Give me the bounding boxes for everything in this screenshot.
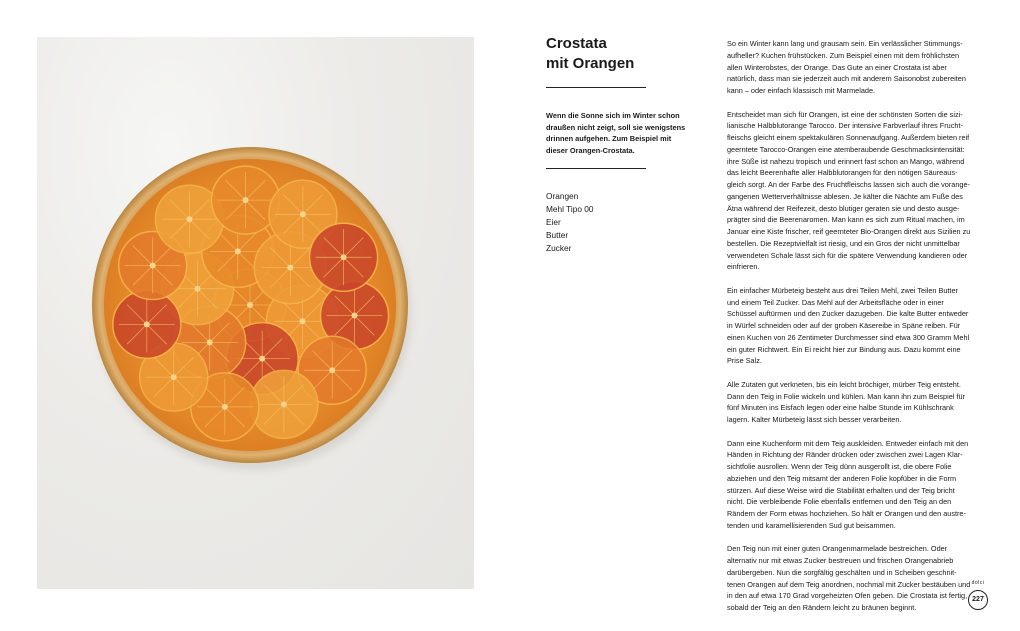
slice-center — [352, 313, 358, 319]
slice-center — [243, 197, 249, 203]
slice-center — [222, 404, 228, 410]
body-line: prägter sind die Beerenaromen. Man kann es sich zum Ritual machen, im — [727, 215, 965, 225]
recipe-lead — [546, 110, 684, 156]
lead-line: draußen nicht zeigt, soll sie wenigstens — [546, 122, 686, 132]
slice-center — [341, 254, 347, 260]
slice-center — [300, 211, 306, 217]
body-line: Ein einfacher Mürbeteig besteht aus drei Teilen Mehl, zwei Teilen Butter — [727, 285, 958, 295]
body-paragraph — [727, 438, 989, 532]
lead-line: dieser Orangen-Crostata. — [546, 145, 635, 155]
body-line: ein guter Richtwert. Ein Ei reicht hier zur Bindung aus. Dazu kommt eine — [727, 344, 961, 354]
body-line: Alle Zutaten gut verkneten, bis ein leicht bröchiger, mürber Teig entsteht. — [727, 379, 961, 389]
section-label: dolci — [971, 580, 985, 586]
slice-center — [207, 339, 213, 345]
slice-center — [329, 367, 335, 373]
body-line: lianische Halbblutorange Tarocco. Der intensive Farbverlauf ihres Frucht- — [727, 121, 963, 131]
body-line: in Würfel schneiden oder auf der groben Käsereibe in Späne reiben. Für — [727, 321, 961, 330]
body-line: Januar eine Kiste frischer, reif geernteter Bio-Orangen direkt aus Sizilien zu — [727, 227, 971, 236]
slice-center — [281, 401, 287, 407]
body-text — [727, 38, 989, 626]
body-line: Prise Salz. — [727, 356, 762, 366]
body-paragraph — [727, 379, 989, 426]
body-line: gleich sorgt. An der Farbe des Fruchtfleischs lassen sich auch die vorange- — [727, 180, 970, 189]
slice-center — [171, 374, 177, 380]
body-paragraph — [727, 38, 989, 97]
slice-center — [247, 302, 253, 308]
slice-center — [144, 321, 150, 327]
body-line: stürzen. Auf diese Weise wird die Stabilität erhalten und der Teig bricht — [727, 485, 955, 495]
body-paragraph — [727, 109, 989, 274]
body-line: in den auf etwa 170 Grad vorgeheizten Ofen geben. Die Crostata ist fertig, — [727, 591, 968, 601]
body-line: gangenen Wetterverhältnisse ablesen. Je kälter die Nächte am Fuße des — [727, 191, 963, 201]
page-number: 227 — [968, 590, 988, 610]
body-line: Rändern der Form etwas hochziehen. So hält er Orangen und den austre- — [727, 509, 966, 518]
ingredient-item: Eier — [546, 216, 561, 227]
slice-center — [259, 356, 265, 362]
slice-center — [300, 318, 306, 324]
body-line: So ein Winter kann lang und grausam sein. Ein verlässlicher Stimmungs- — [727, 39, 963, 48]
body-line: einfrieren. — [727, 262, 760, 272]
recipe-title-line: Crostata — [546, 35, 607, 52]
slice-center — [195, 286, 201, 292]
ingredient-item: Butter — [546, 229, 569, 240]
body-line: nicht. Die verbleibende Folie ebenfalls entfernen und den Teig an den — [727, 497, 952, 507]
recipe-title-line: mit Orangen — [546, 55, 635, 72]
divider-bottom — [546, 168, 646, 169]
body-paragraph — [727, 543, 989, 614]
divider-top — [546, 87, 646, 88]
body-line: Den Teig nun mit einer guten Orangenmarmelade bestreichen. Oder — [727, 544, 948, 554]
body-line: Dann eine Kuchenform mit dem Teig auskleiden. Entweder einfach mit den — [727, 438, 969, 448]
body-line: ihre Süße ist nahezu tropisch und erinnert fast schon an Mango, während — [727, 156, 965, 166]
slice-center — [150, 263, 156, 269]
body-line: fleischs gleicht einem spektakulären Sonnenaufgang. Außerdem bieten reif — [727, 133, 970, 142]
recipe-title — [546, 34, 656, 74]
ingredient-item: Orangen — [546, 191, 579, 201]
body-line: abziehen und den Teig mitsamt der anderen Folie kopfüber in die Form — [727, 473, 957, 483]
body-line: das leicht Beerenhafte aller Halbblutorangen für den nötigen Säureaus- — [727, 168, 958, 178]
body-line: und einem Teil Zucker. Das Mehl auf der Arbeitsfläche oder in einer — [727, 297, 944, 307]
slice-center — [187, 216, 193, 222]
slice-center — [287, 265, 293, 271]
body-line: fünf Minuten ins Eisfach legen oder eine halbe Stunde im Kühlschrank — [727, 403, 954, 413]
body-line: Ätna während der Reifezeit, desto blutiger geraten sie und desto ausge- — [727, 203, 960, 213]
body-line: kann – oder einfach klassisch mit Marmelade. — [727, 86, 876, 95]
lead-line: drinnen aufgehen. Zum Beispiel mit — [546, 134, 672, 143]
body-line: Entscheidet man sich für Orangen, ist eine der schönsten Sorten die sizi- — [727, 109, 963, 119]
body-line: allen Winterobstes, der Orange. Das Gute an einer Crostata ist aber — [727, 62, 947, 72]
body-line: Schüssel auftürmen und den Zucker dazugeben. Die kalte Butter entweder — [727, 309, 969, 319]
body-paragraph — [727, 285, 989, 367]
body-line: geerntete Tarocco-Orangen eine atemberaubende Geschmacksintensität: — [727, 144, 965, 154]
ingredient-list — [546, 190, 666, 255]
body-line: verwendeten Schale lässt sich für die spätere Verwendung kandieren oder — [727, 250, 968, 260]
ingredient-item: Mehl Tipo 00 — [546, 203, 594, 214]
body-line: darübergeben. Nun die sorgfältig geschälten und in Scheiben geschnit- — [727, 567, 957, 577]
ingredient-item: Zucker — [546, 242, 572, 253]
body-line: natürlich, dass man sie jederzeit auch mit anderem Saisonobst zubereiten — [727, 74, 966, 84]
body-line: Dann den Teig in Folie wickeln und kühlen. Man kann ihn zum Beispiel für — [727, 391, 965, 401]
body-line: sichtfolie ausrollen. Wenn der Teig dünn ausgerollt ist, die obere Folie — [727, 462, 952, 471]
crostata-illustration — [37, 37, 474, 589]
body-line: alternativ nur mit etwas Zucker bestreuen und frischen Orangenabrieb — [727, 556, 954, 565]
crostata-photo — [37, 37, 474, 589]
body-line: Händen in Richtung der Ränder drücken oder zwischen zwei Lagen Klar- — [727, 450, 963, 460]
lead-line: Wenn die Sonne sich im Winter schon — [546, 111, 680, 120]
body-line: einen Kuchen von 26 Zentimeter Durchmesser sind etwa 300 Gramm Mehl — [727, 332, 970, 342]
body-line: sobald der Teig an den Rändern leicht zu bräunen beginnt. — [727, 603, 917, 612]
body-line: tenen Orangen auf dem Teig anordnen, nochmal mit Zucker bestäuben und — [727, 579, 971, 589]
slice-center — [235, 248, 241, 254]
body-line: aufheller? Kuchen frühstücken. Zum Beispiel einen mit dem fröhlichsten — [727, 50, 960, 60]
body-line: lagern. Kalter Mürbeteig lässt sich besser verarbeiten. — [727, 415, 902, 424]
body-line: tenden und karamellisierenden Sud gut beisammen. — [727, 520, 896, 530]
body-line: bestellen. Die Rezeptvielfalt ist riesig, und ein Gros der nicht unmittelbar — [727, 238, 960, 248]
